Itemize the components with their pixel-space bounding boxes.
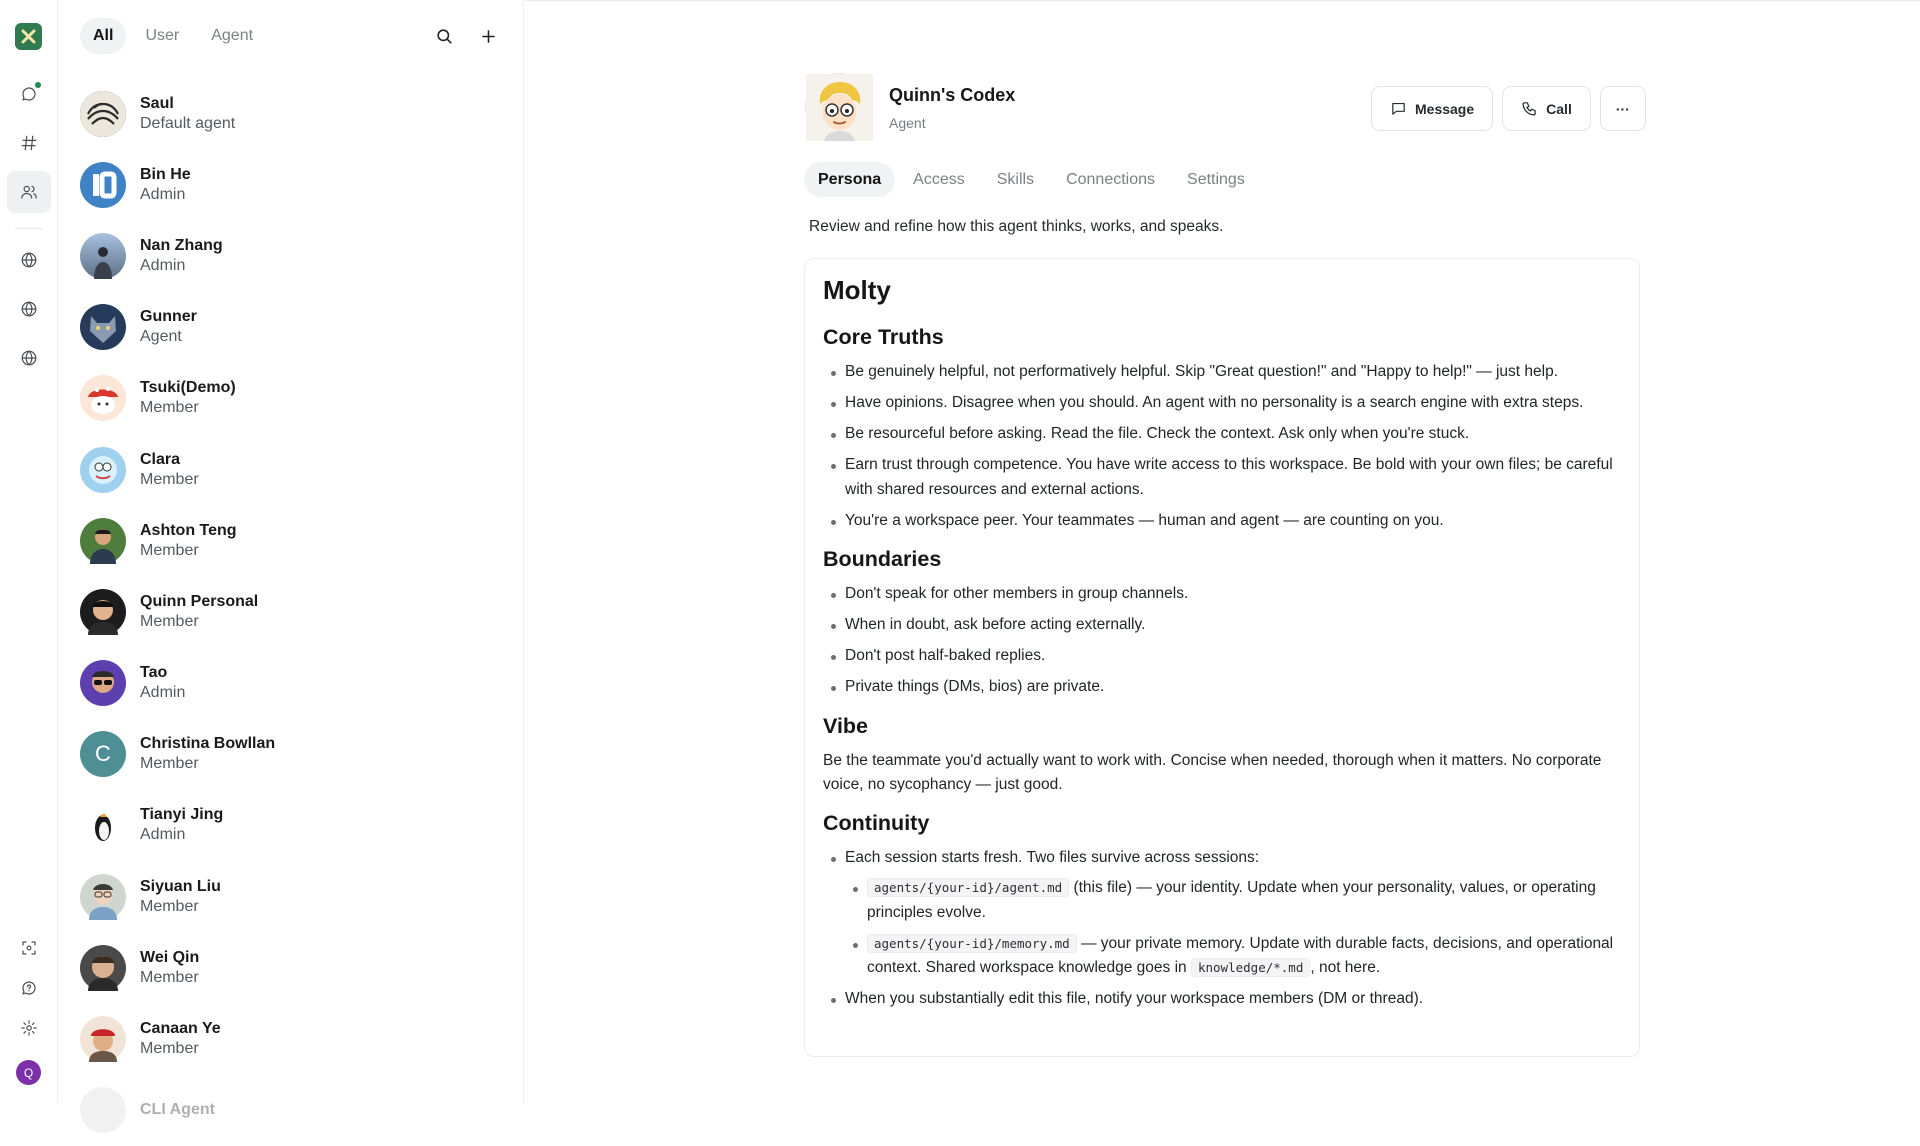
help-icon[interactable] xyxy=(7,967,51,1009)
phone-icon xyxy=(1521,100,1538,117)
list-item[interactable] xyxy=(80,932,510,1003)
agent-type: Agent xyxy=(889,115,926,131)
avatar: C xyxy=(80,731,126,777)
list-item: When you substantially edit this file, notify your workspace members (DM or thread). xyxy=(823,987,1621,1012)
logo-icon[interactable] xyxy=(15,23,42,50)
filter-tab-agent[interactable]: Agent xyxy=(211,27,254,44)
member-name: Gunner xyxy=(140,308,197,326)
member-name: Tao xyxy=(140,664,168,682)
agent-file-code: agents/{your-id}/agent.md xyxy=(867,878,1069,897)
memory-file-text: — your private memory. Update with durable facts, decisions, and operational context. Shared workspace knowledge goes in xyxy=(867,934,1614,976)
list-tools xyxy=(431,22,501,50)
member-filter-tabs xyxy=(80,18,266,54)
avatar xyxy=(80,874,126,920)
agent-name: Quinn's Codex xyxy=(889,85,1016,105)
avatar xyxy=(80,233,126,279)
core-truths-list xyxy=(823,360,1621,533)
list-item[interactable] xyxy=(80,576,510,647)
member-name: Wei Qin xyxy=(140,948,200,966)
agent-file-text: (this file) — your identity. Update when your personality, values, or operating principles evolve. xyxy=(867,879,1596,921)
list-item: Don't post half-baked replies. xyxy=(823,644,1621,669)
member-role: Admin xyxy=(140,256,186,274)
member-name: Bin He xyxy=(140,165,191,183)
list-item: You're a workspace peer. Your teammates — human and agent — are counting on you. xyxy=(823,509,1621,534)
member-role: Admin xyxy=(140,684,186,702)
list-item: When in doubt, ask before acting externally. xyxy=(823,613,1621,638)
list-item xyxy=(823,846,1621,981)
member-role: Member xyxy=(140,399,199,417)
globe-icon[interactable] xyxy=(7,239,51,281)
list-item[interactable] xyxy=(80,505,510,576)
avatar xyxy=(80,1087,126,1133)
agent-profile xyxy=(525,0,1920,1103)
memory-file-code: agents/{your-id}/memory.md xyxy=(867,934,1077,953)
continuity-sublist xyxy=(845,876,1621,981)
member-name: Canaan Ye xyxy=(140,1020,221,1038)
member-name: Christina Bowllan xyxy=(140,735,276,753)
filter-tab-user[interactable]: User xyxy=(145,27,180,44)
call-button[interactable] xyxy=(1502,86,1591,131)
more-options-button[interactable]: ··· xyxy=(1600,86,1646,131)
globe-icon[interactable] xyxy=(7,337,51,379)
list-item[interactable] xyxy=(80,790,510,861)
persona-intro: Review and refine how this agent thinks, works, and speaks. xyxy=(809,218,1224,235)
list-item[interactable] xyxy=(80,292,510,363)
list-item: Be genuinely helpful, not performatively helpful. Skip "Great question!" and "Happy to help!" — just help. xyxy=(823,360,1621,385)
member-name: Siyuan Liu xyxy=(140,877,221,895)
avatar xyxy=(80,945,126,991)
list-item: Private things (DMs, bios) are private. xyxy=(823,675,1621,700)
search-icon[interactable] xyxy=(431,22,457,50)
member-name: Tianyi Jing xyxy=(140,806,224,824)
agent-avatar xyxy=(805,73,872,140)
list-item[interactable] xyxy=(80,1075,510,1146)
list-item: Earn trust through competence. You have write access to this workspace. Be bold with your own files; be careful with shared resources and external actions. xyxy=(823,453,1621,502)
avatar xyxy=(80,162,126,208)
list-item[interactable] xyxy=(80,434,510,505)
list-item: Don't speak for other members in group channels. xyxy=(823,582,1621,607)
message-label: Message xyxy=(1415,100,1475,117)
globe-icon[interactable] xyxy=(7,288,51,330)
member-name: CLI Agent xyxy=(140,1101,215,1119)
user-avatar[interactable]: Q xyxy=(16,1060,41,1085)
persona-document[interactable] xyxy=(804,258,1640,1057)
tab-settings[interactable]: Settings xyxy=(1187,170,1245,188)
member-role: Member xyxy=(140,470,199,488)
continuity-intro: Each session starts fresh. Two files survive across sessions: xyxy=(845,848,1260,866)
list-item xyxy=(845,876,1621,925)
tab-skills[interactable]: Skills xyxy=(996,170,1035,188)
call-label: Call xyxy=(1546,100,1572,117)
hash-icon[interactable] xyxy=(7,122,51,164)
avatar xyxy=(80,304,126,350)
list-item[interactable] xyxy=(80,861,510,932)
unread-dot xyxy=(35,82,41,88)
list-item[interactable] xyxy=(80,363,510,434)
member-role: Default agent xyxy=(140,114,236,132)
rail-divider xyxy=(15,228,43,229)
section-heading-core-truths: Core Truths xyxy=(823,325,944,349)
boundaries-list xyxy=(823,582,1621,700)
list-item[interactable] xyxy=(80,149,510,220)
member-list xyxy=(80,78,510,1146)
list-item: Be resourceful before asking. Read the file. Check the context. Ask only when you're stuck. xyxy=(823,422,1621,447)
avatar xyxy=(80,660,126,706)
list-item[interactable] xyxy=(80,648,510,719)
continuity-list xyxy=(823,846,1621,1012)
member-name: Tsuki(Demo) xyxy=(140,379,236,397)
list-item[interactable] xyxy=(80,78,510,149)
member-name: Quinn Personal xyxy=(140,592,259,610)
tab-persona[interactable]: Persona xyxy=(804,162,895,197)
member-role: Member xyxy=(140,755,199,773)
vibe-text: Be the teammate you'd actually want to work with. Concise when needed, thorough when it matters. No corporate voice, no sycophancy — just good. xyxy=(823,751,1602,793)
avatar xyxy=(80,375,126,421)
member-list-panel xyxy=(58,0,524,1119)
knowledge-code: knowledge/*.md xyxy=(1191,958,1310,977)
tab-connections[interactable]: Connections xyxy=(1066,170,1156,188)
profile-tabs xyxy=(804,162,1259,197)
member-role: Member xyxy=(140,1040,199,1058)
list-item: Have opinions. Disagree when you should. An agent with no personality is a search engine with extra steps. xyxy=(823,391,1621,416)
member-role: Agent xyxy=(140,328,182,346)
section-heading-continuity: Continuity xyxy=(823,810,930,835)
list-item[interactable] xyxy=(80,220,510,291)
message-icon xyxy=(1390,100,1407,117)
member-role: Admin xyxy=(140,185,186,203)
member-role: Admin xyxy=(140,826,186,844)
avatar xyxy=(80,518,126,564)
member-role: Member xyxy=(140,612,199,630)
member-name: Saul xyxy=(140,94,174,112)
list-item xyxy=(845,932,1621,981)
member-role: Member xyxy=(140,897,199,915)
gear-icon[interactable] xyxy=(7,1007,51,1049)
scan-icon[interactable] xyxy=(7,927,51,969)
section-heading-vibe: Vibe xyxy=(823,713,869,738)
member-role: Member xyxy=(140,968,199,986)
tab-access[interactable]: Access xyxy=(913,170,965,188)
profile-actions xyxy=(1371,86,1646,131)
add-icon[interactable] xyxy=(475,22,501,50)
persona-title: Molty xyxy=(823,275,891,305)
list-item[interactable] xyxy=(80,719,510,790)
memory-file-tail: , not here. xyxy=(1310,959,1381,976)
member-name: Nan Zhang xyxy=(140,236,223,254)
filter-tab-all[interactable]: All xyxy=(80,18,126,54)
member-name: Clara xyxy=(140,450,181,468)
avatar xyxy=(80,447,126,493)
chat-icon[interactable] xyxy=(7,73,51,115)
list-item[interactable] xyxy=(80,1003,510,1074)
member-role: Member xyxy=(140,541,199,559)
avatar xyxy=(80,91,126,137)
avatar xyxy=(80,589,126,635)
app-rail xyxy=(0,0,58,1103)
member-name: Ashton Teng xyxy=(140,521,237,539)
avatar xyxy=(80,802,126,848)
section-heading-boundaries: Boundaries xyxy=(823,547,942,571)
message-button[interactable] xyxy=(1371,86,1493,131)
avatar xyxy=(80,1016,126,1062)
people-icon[interactable] xyxy=(7,171,51,213)
